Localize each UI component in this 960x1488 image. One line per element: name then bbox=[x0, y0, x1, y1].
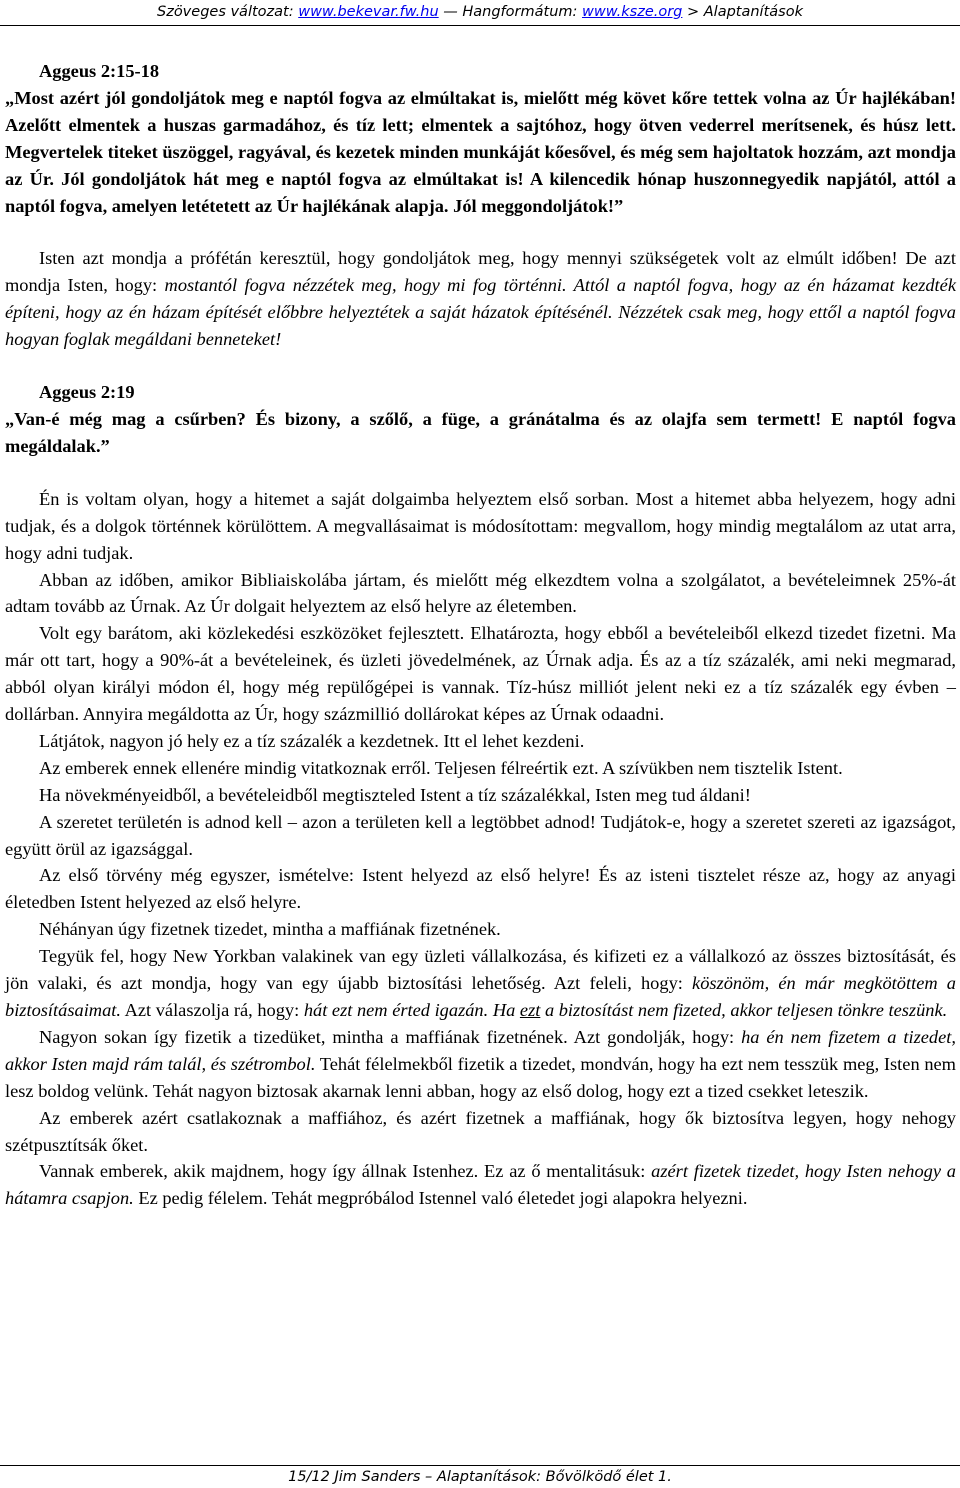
page-header bbox=[0, 2, 960, 22]
paragraph-11: Nagyon sokan így fizetik a tizedüket, mintha a maffiának fizetnének. Azt gondolják, hogy: ha én nem fizetem a tizedet, akkor Isten majd rám talál, és szétrombol. Tehát félelmekből fizetik a tizedet, mondván, hogy ha ezt nem tesszük meg, Isten nem lesz boldog velünk. Tehát nagyon biztosak akarnak lenni abban, hogy az első dolog, hogy ezt a tized csekket leteszik. bbox=[5, 1026, 956, 1101]
paragraph-1: Én is voltam olyan, hogy a hitemet a saját dolgaimba helyeztem első sorban. Most a hitemet abba helyezem, hogy adni tudjak, és a dolgok történnek körülöttem. A megvallásaimat is módosítottam: megvallom, hogy mindig megtalálom az utat arra, hogy adni tudjak. bbox=[5, 488, 956, 563]
header-prefix: Szöveges változat: bbox=[157, 4, 299, 20]
paragraph-5: Az emberek ennek ellenére mindig vitatkoznak erről. Teljesen félreértik ezt. A szívükben nem tisztelik Istent. bbox=[39, 757, 843, 778]
paragraph-3: Volt egy barátom, aki közlekedési eszközöket fejlesztett. Elhatározta, hogy ebből a bevételeiből elkezd tizedet fizetni. Ma már ott tart, hogy a 90%-át a bevételeinek, és üzleti jövedelmének, az Úrnak adja. És az a tíz százalék, ami neki megmarad, abból olyan királyi módon él, hogy még repülőgépei is vannak. Tíz-húsz milliót jelent neki ez a tíz százalék egy évben – dollárban. Annyira megáldotta az Úr, hogy százmillió dollárokat képes az Úrnak odaadni. bbox=[5, 623, 956, 725]
footer-divider bbox=[0, 1465, 960, 1466]
header-suffix: > Alaptanítások bbox=[682, 4, 803, 20]
header-link-ksze[interactable]: www.ksze.org bbox=[582, 4, 683, 20]
header-link-bekevar[interactable]: www.bekevar.fw.hu bbox=[298, 4, 439, 20]
commentary-paragraph: Isten azt mondja a prófétán keresztül, hogy gondoljátok meg, hogy mennyi szükségetek volt az elmúlt időben! De azt mondja Isten, hogy: mostantól fogva nézzétek meg, hogy mi fog történni. Attól a naptól fogva, hogy az én házamat kezdték építeni, hogy az én házam építését előbbre helyeztétek a saját házatok építésénél. Nézzétek csak meg, hogy ettől a naptól fogva hogyan foglak megáldani benneteket! bbox=[5, 248, 956, 350]
scripture-quote-1: „Most azért jól gondoljátok meg e naptól fogva az elmúltakat is, mielőtt még követ kőre tettek volna az Úr hajlékában! Azelőtt elmentek a huszas garmadához, és tíz lett; elmentek a sajtóhoz, hogy ötven vederrel merítsenek, és húsz lett. Megvertelek titeket üszöggel, ragyával, és kezetek minden munkáját kőesővel, és még sem hajoltatok hozzám, azt mondja az Úr. Jól gondoljátok hát meg e naptól fogva az elmúltakat is! A kilencedik hónap huszonnegyedik napjától, attól a naptól fogva, amelyen letétetett az Úr hajlékának alapja. Jól meggondoljátok!” bbox=[5, 87, 956, 216]
page-footer: 15/12 Jim Sanders – Alaptanítások: Bővölködő élet 1. bbox=[288, 1469, 672, 1485]
paragraph-8: Az első törvény még egyszer, ismételve: Istent helyezd az első helyre! És az isteni tisztelet része az, hogy az anyagi életedben Istent helyezed az első helyre. bbox=[5, 865, 956, 913]
header-divider bbox=[0, 25, 960, 26]
document-body bbox=[5, 58, 956, 1212]
paragraph-6: Ha növekményeidből, a bevételeidből megtiszteled Istent a tíz százalékkal, Isten meg tud áldani! bbox=[39, 784, 751, 805]
scripture-quote-2: „Van-é még mag a csűrben? És bizony, a szőlő, a füge, a gránátalma és az olajfa sem termett! E naptól fogva megáldalak.” bbox=[5, 408, 956, 456]
paragraph-13: Vannak emberek, akik majdnem, hogy így állnak Istenhez. Ez az ő mentalitásuk: azért fizetek tizedet, hogy Isten nehogy a hátamra csapjon. Ez pedig félelem. Tehát megpróbálod Istennel való életedet jogi alapokra helyezni. bbox=[5, 1161, 956, 1209]
paragraph-4: Látjátok, nagyon jó hely ez a tíz százalék a kezdetnek. Itt el lehet kezdeni. bbox=[39, 730, 585, 751]
paragraph-2: Abban az időben, amikor Bibliaiskolába jártam, és mielőtt még elkezdtem volna a szolgálatot, a bevételeimnek 25%-át adtam tovább az Úrnak. Az Úr dolgait helyeztem az első helyre az életemben. bbox=[5, 569, 956, 617]
scripture-reference-1: Aggeus 2:15-18 bbox=[39, 61, 160, 81]
paragraph-12: Az emberek azért csatlakoznak a maffiához, és azért fizetnek a maffiának, hogy ők biztosítva legyen, hogy nehogy szétpusztítsák őket. bbox=[5, 1107, 956, 1155]
scripture-reference-2: Aggeus 2:19 bbox=[39, 382, 135, 403]
paragraph-9: Néhányan úgy fizetnek tizedet, mintha a maffiának fizetnének. bbox=[39, 919, 501, 940]
header-mid: — Hangformátum: bbox=[438, 4, 582, 20]
paragraph-7: A szeretet területén is adnod kell – azon a területen kell a legtöbbet adnod! Tudjátok-e, hogy a szeretet szereti az igazságot, együtt örül az igazsággal. bbox=[5, 811, 956, 859]
paragraph-10: Tegyük fel, hogy New Yorkban valakinek van egy üzleti vállalkozása, és kifizeti ez a vállalkozó az összes biztosítását, és jön valaki, és azt mondja, hogy van egy újabb biztosítási lehetőség. Azt feleli, hogy: köszönöm, én már megkötöttem a biztosításaimat. Azt válaszolja rá, hogy: hát ezt nem érted igazán. Ha ezt a biztosítást nem fizeted, akkor teljesen tönkre teszünk. bbox=[5, 946, 956, 1020]
